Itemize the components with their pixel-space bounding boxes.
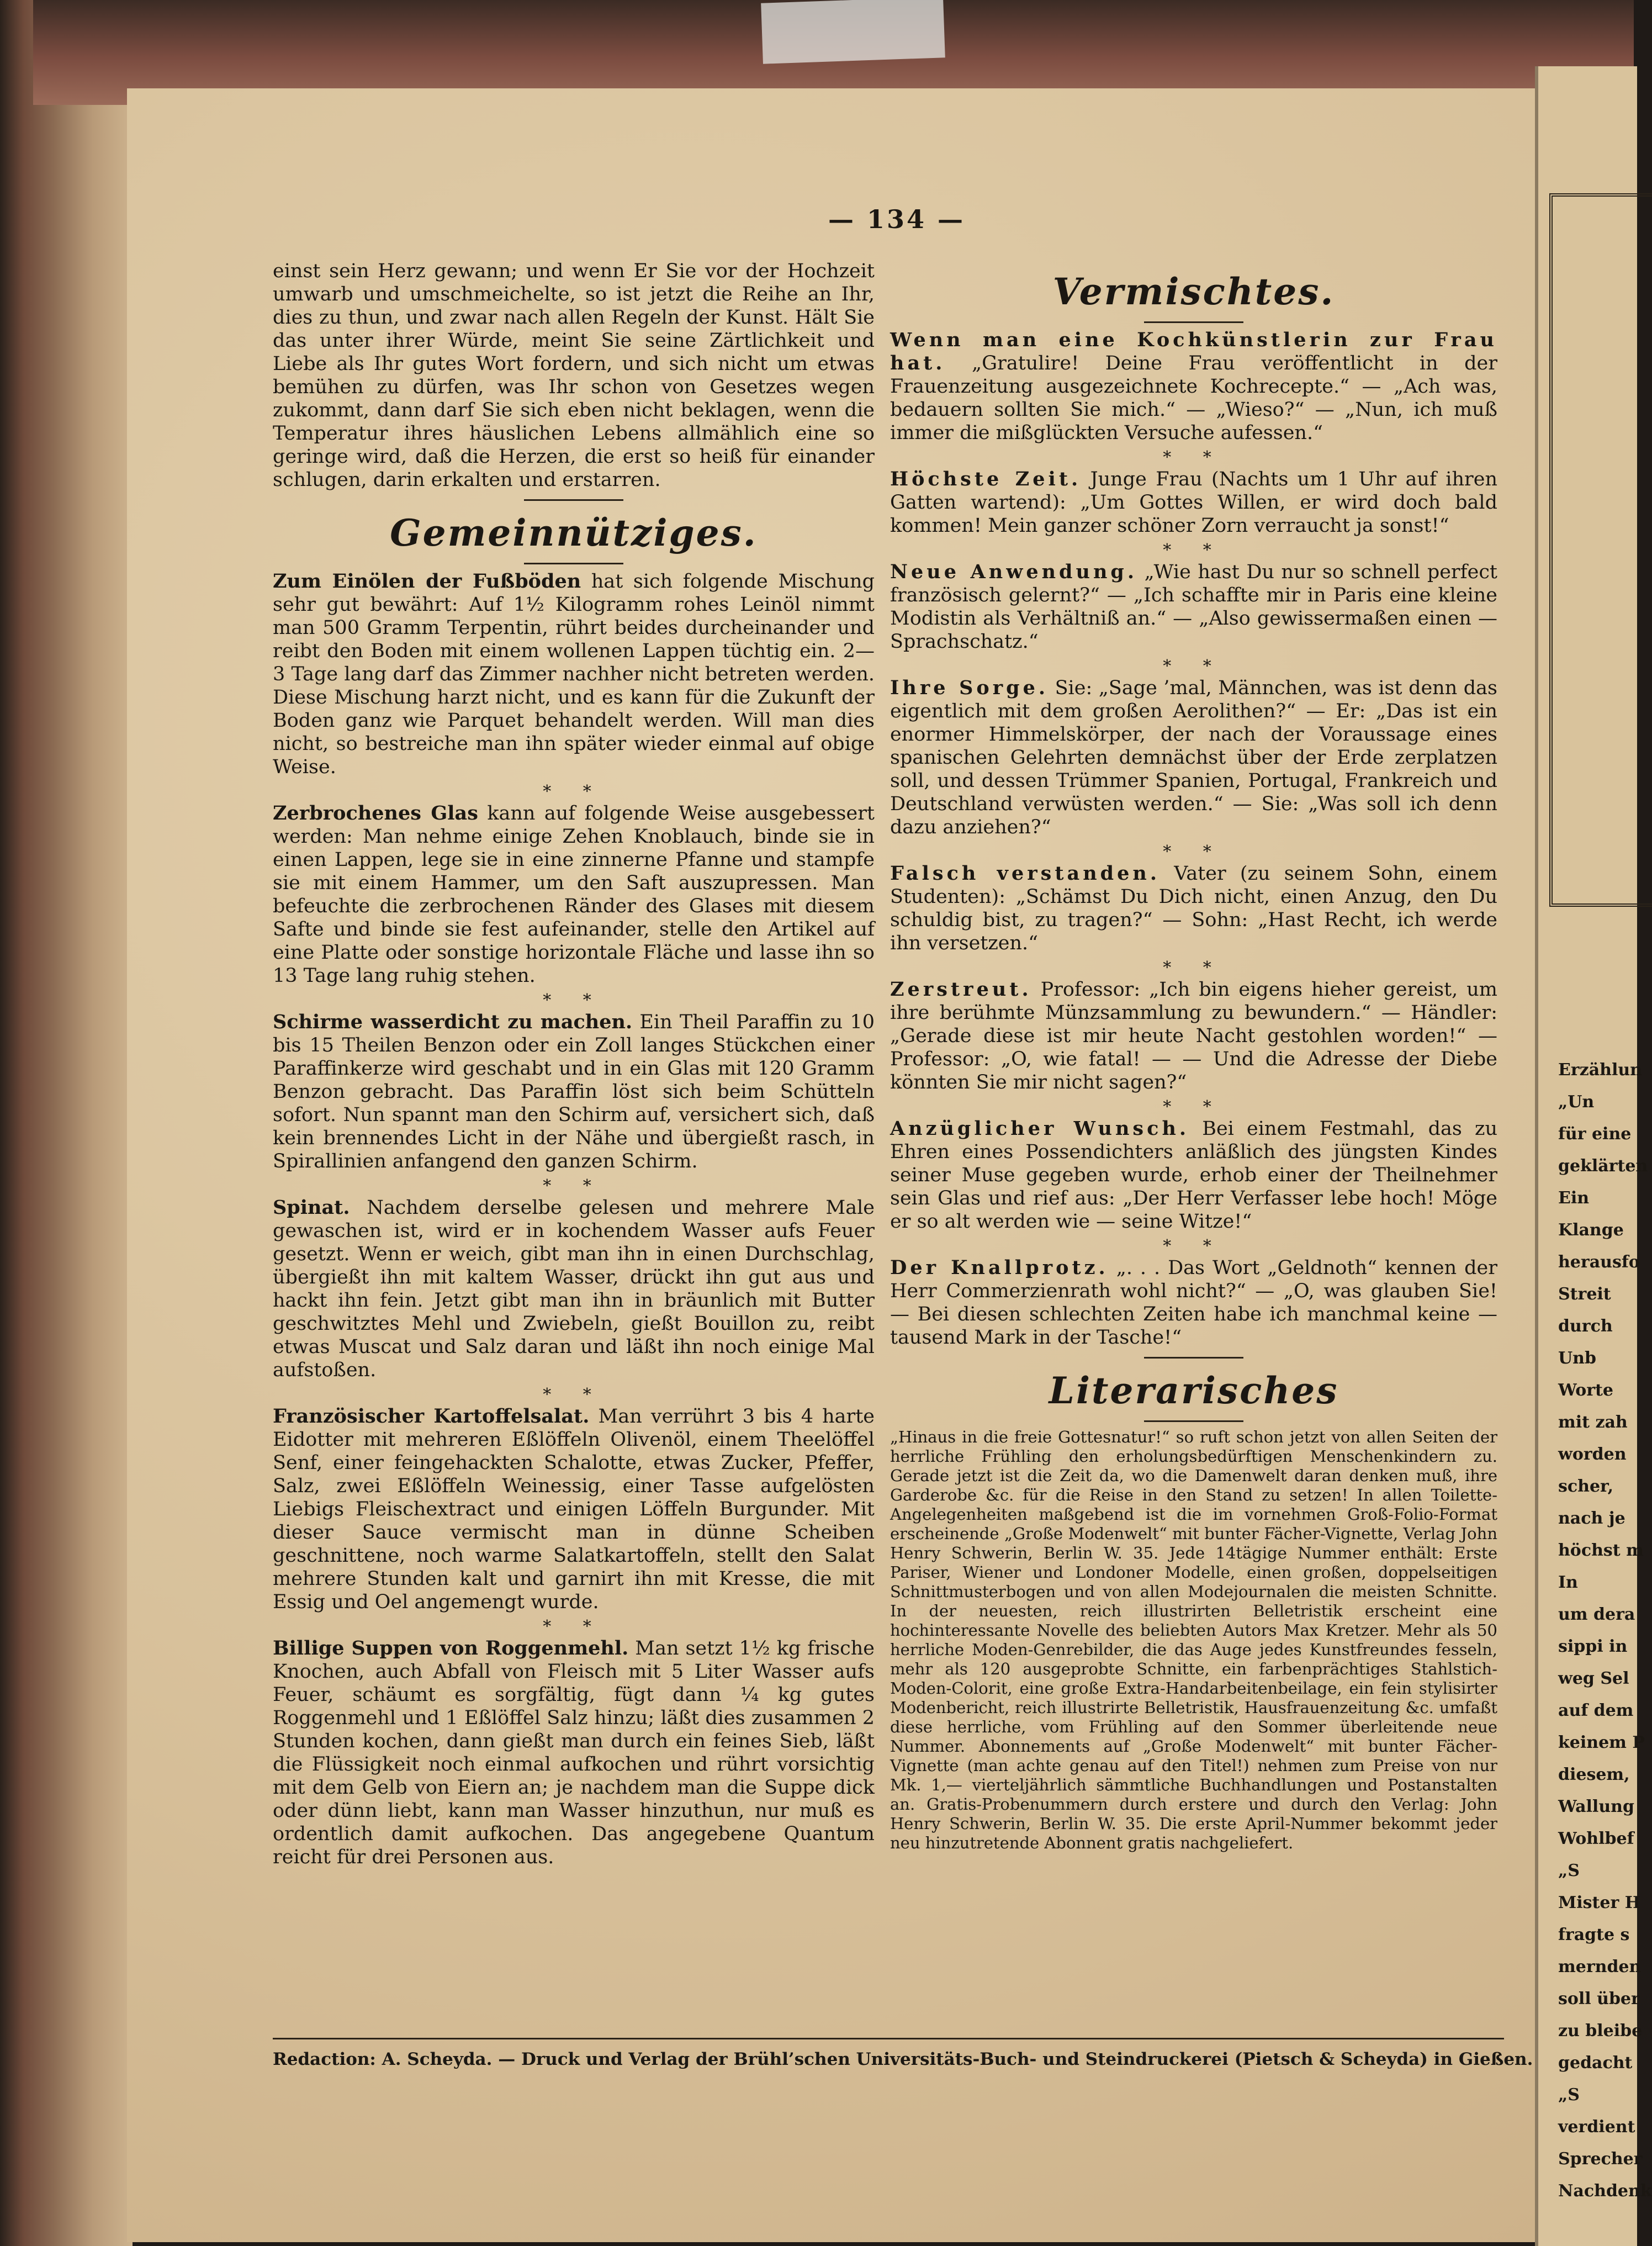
separator-asterisks: * * xyxy=(1163,1236,1225,1256)
next-page-fragment: soll über xyxy=(1558,1989,1640,2009)
next-page-fragment: höchst m xyxy=(1558,1541,1644,1560)
next-page-fragment: nach je xyxy=(1558,1509,1625,1528)
next-page-fragment: gedacht xyxy=(1558,2053,1633,2073)
next-page-fragment: auf dem xyxy=(1558,1701,1634,1720)
divider xyxy=(1144,1420,1243,1422)
next-page-fragment: geklärten xyxy=(1558,1156,1648,1176)
anecdote-title: Neue Anwendung. xyxy=(890,561,1138,583)
anecdote-item xyxy=(890,978,1497,1094)
left-column xyxy=(273,260,875,1872)
article-item xyxy=(273,1011,875,1173)
next-page-fragment: Worte xyxy=(1558,1381,1614,1400)
article-text: Man verrührt 3 bis 4 harte Eidotter mit mehreren Eßlöffeln Olivenöl, einem Theelöffel Senf, einer feingehackten Schalotte, etwas Zucker, Pfeffer, Salz, zwei Eßlöffeln Weinessig, einer Tasse aufgelösten Liebigs Fleischextract und einigen Löffeln Burgunder. Mit dieser Sauce vermischt man in dünne Scheiben geschnittene, noch warme Salatkartoffeln, stellt den Salat mehrere Stunden kalt und garnirt ihn mit Kresse, die mit Essig und Oel angemengt wurde. xyxy=(273,1405,875,1613)
imprint-footer: Redaction: A. Scheyda. — Druck und Verlag der Brühl’schen Universitäts-Buch- und Steindruckerei (Pietsch & Scheyda) in Gießen. xyxy=(273,2038,1504,2069)
divider xyxy=(1144,321,1243,323)
next-page-fragment: Wallung xyxy=(1558,1797,1634,1816)
anecdote-text: „Wie hast Du nur so schnell perfect französisch gelernt?“ — „Ich schaffte mir in Paris eine kleine Modistin als Verhältniß an.“ — „Also gewissermaßen einen — Sprachschatz.“ xyxy=(890,561,1497,653)
article-text: Nachdem derselbe gelesen und mehrere Male gewaschen ist, wird er in kochendem Wasser aufs Feuer gesetzt. Wenn er weich, gibt man ihn in einen Durchschlag, übergießt ihn mit kaltem Wasser, drückt ihn gut aus und hackt ihn fein. Jetzt gibt man ihn in bräunlich mit Butter geschwitztes Mehl und Zwiebeln, gießt Bouillon zu, reibt etwas Muscat und Salz daran und läßt ihn noch einige Mal aufstoßen. xyxy=(273,1197,875,1381)
anecdote-text: Sie: „Sage ’mal, Männchen, was ist denn das eigentlich mit dem großen Aerolithen?“ — Er: „Das ist ein enormer Himmelskörper, der nach der Voraussage eines spanischen Gelehrten demnächst über der Erde zerplatzen soll, und dessen Trümmer Spanien, Portugal, Frankreich und Deutschland verwüsten werden.“ — Sie: „Was soll ich denn dazu anziehen?“ xyxy=(890,677,1497,838)
anecdote-text: „. . . Das Wort „Geldnoth“ kennen der Herr Commerzienrath wohl nicht?“ — „O, was glauben Sie! — Bei diesen schlechten Zeiten habe ich manchmal keine — tausend Mark in der Tasche!“ xyxy=(890,1257,1497,1349)
separator-asterisks: * * xyxy=(1163,958,1225,977)
article-title: Spinat. xyxy=(273,1196,350,1219)
next-page-fragment: herausfo xyxy=(1558,1253,1640,1272)
next-page-fragment: Ein xyxy=(1558,1188,1590,1208)
next-page-fragment: „Un xyxy=(1558,1092,1595,1112)
anecdote-text: Professor: „Ich bin eigens hieher gereist, um ihre berühmte Münzsammlung zu bewundern.“ — Händler: „Gerade diese ist mir heute Nacht gestohlen worden!“ — Professor: „O, wie fatal! — — Und die Adresse der Diebe könnten Sie mir nicht sagen?“ xyxy=(890,979,1497,1093)
separator-asterisks: * * xyxy=(1163,657,1225,676)
next-page-fragment: „S xyxy=(1558,1861,1580,1880)
separator-asterisks: * * xyxy=(543,991,605,1010)
article-text: Man setzt 1½ kg frische Knochen, auch Abfall von Fleisch mit 5 Liter Wasser aufs Feuer, schäumt es sorgfältig, fügt dann ¼ kg gutes Roggenmehl und 1 Eßlöffel Salz hinzu; läßt dies zusammen 2 Stunden kochen, dann gießt man durch ein feines Sieb, läßt die Flüssigkeit noch einmal aufkochen und rührt vorsichtig mit dem Gelb von Eiern an; je nachdem man die Suppe dick oder dünn liebt, kann man Wasser hinzuthun, nur muß es ordentlich damit aufkochen. Das angegebene Quantum reicht für drei Personen aus. xyxy=(273,1637,875,1868)
separator-asterisks: * * xyxy=(543,1176,605,1196)
next-page-fragment: mernden xyxy=(1558,1957,1642,1977)
article-title: Schirme wasserdicht zu machen. xyxy=(273,1011,633,1033)
anecdote-text: Vater (zu seinem Sohn, einem Studenten): „Schämst Du Dich nicht, einen Anzug, den Du schuldig bist, zu tragen?“ — Sohn: „Hast Recht, ich werde ihn versetzen.“ xyxy=(890,863,1497,954)
next-page-fragment: worden xyxy=(1558,1445,1627,1464)
article-item xyxy=(273,1405,875,1614)
literary-notice: „Hinaus in die freie Gottesnatur!“ so ruft schon jetzt von allen Seiten der herrliche Frühling den erholungsbedürftigen Menschenkindern zu. Gerade jetzt ist die Zeit da, wo die Damenwelt daran denken muß, ihre Garderobe &c. für die Reise in den Stand zu setzen! In allen Toilette-Angelegenheiten maßgebend ist die im vornehmen Groß-Folio-Format erscheinende „Große Modenwelt“ mit bunter Fächer-Vignette, Verlag John Henry Schwerin, Berlin W. 35. Jede 14tägige Nummer enthält: Erste Pariser, Wiener und Londoner Modelle, einen großen, doppelseitigen Schnittmusterbogen und von allen Modejournalen die meisten Schnitte. In der neuesten, reich illustrirten Belletristik erscheint eine hochinteressante Novelle des beliebten Autors Max Kretzer. Mehr als 50 herrliche Moden-Genrebilder, die das Auge jedes Kunstfreundes fesseln, mehr als 120 ausgeprobte Schnitte, ein farbenprächtiges Stahlstich-Moden-Colorit, eine große Extra-Handarbeitenbeilage, ein fein stylisirter Modenbericht, reich illustrirte Belletristik, Hausfrauenzeitung &c. umfaßt diese herrliche, vom Frühling auf den Sommer überleitende neue Nummer. Abonnements auf „Große Modenwelt“ mit bunter Fächer-Vignette (man achte genau auf den Titel!) nehmen zum Preise von nur Mk. 1,— vierteljährlich sämmtliche Buchhandlungen und Postanstalten an. Gratis-Probenummern durch erstere und durch den Verlag: John Henry Schwerin, Berlin W. 35. Die erste April-Nummer bekommt jeder neu hinzutretende Abonnent gratis nachgeliefert. xyxy=(890,1428,1497,1852)
anecdote-item xyxy=(890,561,1497,653)
anecdote-item xyxy=(890,1117,1497,1233)
next-page-fragment: Nachdenk xyxy=(1558,2181,1652,2201)
next-page-fragment: mit zah xyxy=(1558,1413,1628,1432)
next-page-edge xyxy=(1535,66,1652,2246)
anecdote-item xyxy=(890,1256,1497,1349)
anecdote-text: „Gratulire! Deine Frau veröffentlicht in der Frauenzeitung ausgezeichnete Kochrecepte.“ — „Ach was, bedauern sollten Sie mich.“ — „Wieso?“ — „Nun, ich muß immer die mißglückten Versuche aufessen.“ xyxy=(890,352,1497,444)
article-text: Ein Theil Paraffin zu 10 bis 15 Theilen Benzon oder ein Zoll langes Stückchen einer Paraffinkerze wird geschabt und in ein Glas mit 120 Gramm Benzon gebracht. Das Paraffin löst sich beim Schütteln sofort. Nun spannt man den Schirm auf, versichert sich, daß kein brennendes Licht in der Nähe und übergießt rasch, in Spirallinien anfangend den ganzen Schirm. xyxy=(273,1011,875,1172)
next-page-fragment: um dera xyxy=(1558,1605,1635,1624)
anecdote-item xyxy=(890,862,1497,955)
anecdote-title: Höchste Zeit. xyxy=(890,468,1082,490)
anecdote-item xyxy=(890,329,1497,445)
separator-asterisks: * * xyxy=(543,1617,605,1636)
article-text: kann auf folgende Weise ausgebessert werden: Man nehme einige Zehen Knoblauch, binde sie in einen Lappen, lege sie in eine zinnerne Pfanne und stampfe sie mit einem Hammer, um den Saft auszupressen. Man befeuchte die zerbrochenen Ränder des Glases mit diesem Safte und binde sie fest aufeinander, stelle den Artikel auf eine Platte oder sonstige horizontale Fläche und lasse ihn so 13 Tage lang ruhig stehen. xyxy=(273,802,875,987)
next-page-fragment: keinem P xyxy=(1558,1733,1645,1752)
separator-asterisks: * * xyxy=(1163,541,1225,560)
anecdote-title: Zerstreut. xyxy=(890,978,1032,1001)
article-item xyxy=(273,570,875,779)
anecdote-item xyxy=(890,677,1497,839)
intro-paragraph: einst sein Herz gewann; und wenn Er Sie vor der Hochzeit umwarb und umschmeichelte, so ist jetzt die Reihe an Ihr, dies zu thun, und zwar nach allen Regeln der Kunst. Hält Sie das unter ihrer Würde, meint Sie seine Zärtlichkeit und Liebe als Ihr gutes Wort fordern, und sich nicht um etwas bemühen zu dürfen, was Ihr schon von Gesetzes wegen zukommt, dann darf Sie sich eben nicht beklagen, wenn die Temperatur ihres häuslichen Lebens allmählich eine so geringe wird, daß die Herzen, die erst so heiß für einander schlugen, darin erkalten und erstarren. xyxy=(273,260,875,491)
anecdote-title: Anzüglicher Wunsch. xyxy=(890,1117,1190,1140)
separator-asterisks: * * xyxy=(1163,1097,1225,1117)
anecdote-title: Falsch verstanden. xyxy=(890,862,1161,885)
decorative-border xyxy=(1549,193,1652,907)
article-title: Zerbrochenes Glas xyxy=(273,802,478,825)
article-item xyxy=(273,802,875,987)
next-page-fragment: fragte s xyxy=(1558,1925,1630,1944)
next-page-fragment: Wohlbef xyxy=(1558,1829,1634,1848)
right-column xyxy=(890,260,1497,1856)
anecdote-title: Der Knallprotz. xyxy=(890,1256,1109,1279)
anecdote-title: Wenn man eine Kochkünstlerin zur Frau hat. xyxy=(890,329,1497,374)
section-title-literarisches: Literarisches xyxy=(1049,1369,1339,1412)
separator-asterisks: * * xyxy=(1163,842,1225,862)
next-page-fragment: Klange xyxy=(1558,1220,1624,1240)
article-title: Zum Einölen der Fußböden xyxy=(273,570,581,593)
next-page-fragment: Erzählun xyxy=(1558,1060,1642,1080)
section-title-vermischtes: Vermischtes. xyxy=(1052,270,1335,313)
separator-asterisks: * * xyxy=(1163,448,1225,467)
article-item xyxy=(273,1196,875,1382)
separator-asterisks: * * xyxy=(543,1385,605,1404)
next-page-fragment: Sprecher xyxy=(1558,2149,1643,2169)
anecdote-text: Junge Frau (Nachts um 1 Uhr auf ihren Gatten wartend): „Um Gottes Willen, er wird doch bald kommen! Mein ganzer schöner Zorn verraucht ja sonst!“ xyxy=(890,468,1497,537)
next-page-fragment: zu bleibe xyxy=(1558,2021,1643,2041)
section-title-gemeinnuetziges: Gemeinnütziges. xyxy=(390,511,758,554)
divider xyxy=(524,499,623,501)
article-title: Französischer Kartoffelsalat. xyxy=(273,1405,590,1428)
article-title: Billige Suppen von Roggenmehl. xyxy=(273,1637,629,1660)
next-page-fragment: „S xyxy=(1558,2085,1580,2105)
article-text: hat sich folgende Mischung sehr gut bewährt: Auf 1½ Kilogramm rohes Leinöl nimmt man 500 Gramm Terpentin, rührt beides durcheinander und reibt den Boden mit einem wollenen Lappen tüchtig ein. 2—3 Tage lang darf das Zimmer nachher nicht betreten werden. Diese Mischung harzt nicht, und es kann für die Zukunft der Boden ganz wie Parquet behandelt werden. Will man dies nicht, so bestreiche man ihn später wieder einmal auf obige Weise. xyxy=(273,570,875,778)
anecdote-title: Ihre Sorge. xyxy=(890,677,1049,699)
adhesive-tape xyxy=(761,0,945,64)
next-page-fragment: Unb xyxy=(1558,1349,1596,1368)
article-item xyxy=(273,1637,875,1869)
page-number: — 134 — xyxy=(828,204,966,234)
next-page-fragment: Mister H xyxy=(1558,1893,1641,1912)
next-page-fragment: durch xyxy=(1558,1317,1613,1336)
divider xyxy=(1144,1357,1243,1359)
anecdote-text: Bei einem Festmahl, das zu Ehren eines Possendichters anläßlich des jüngsten Kindes seiner Muse gegeben wurde, erhob einer der Theilnehmer sein Glas und rief aus: „Der Herr Verfasser lebe hoch! Möge er so alt werden wie — seine Witze!“ xyxy=(890,1118,1497,1233)
next-page-fragment: Streit xyxy=(1558,1285,1611,1304)
next-page-fragment: scher, xyxy=(1558,1477,1614,1496)
book-page-edges xyxy=(0,0,133,2246)
anecdote-item xyxy=(890,468,1497,537)
next-page-fragment: für eine xyxy=(1558,1124,1632,1144)
next-page-fragment: weg Sel xyxy=(1558,1669,1629,1688)
next-page-fragment: verdient xyxy=(1558,2117,1635,2137)
separator-asterisks: * * xyxy=(543,782,605,801)
next-page-fragment: diesem, xyxy=(1558,1765,1630,1784)
next-page-fragment: In xyxy=(1558,1573,1578,1592)
next-page-fragment: sippi in xyxy=(1558,1637,1628,1656)
divider xyxy=(524,563,623,564)
